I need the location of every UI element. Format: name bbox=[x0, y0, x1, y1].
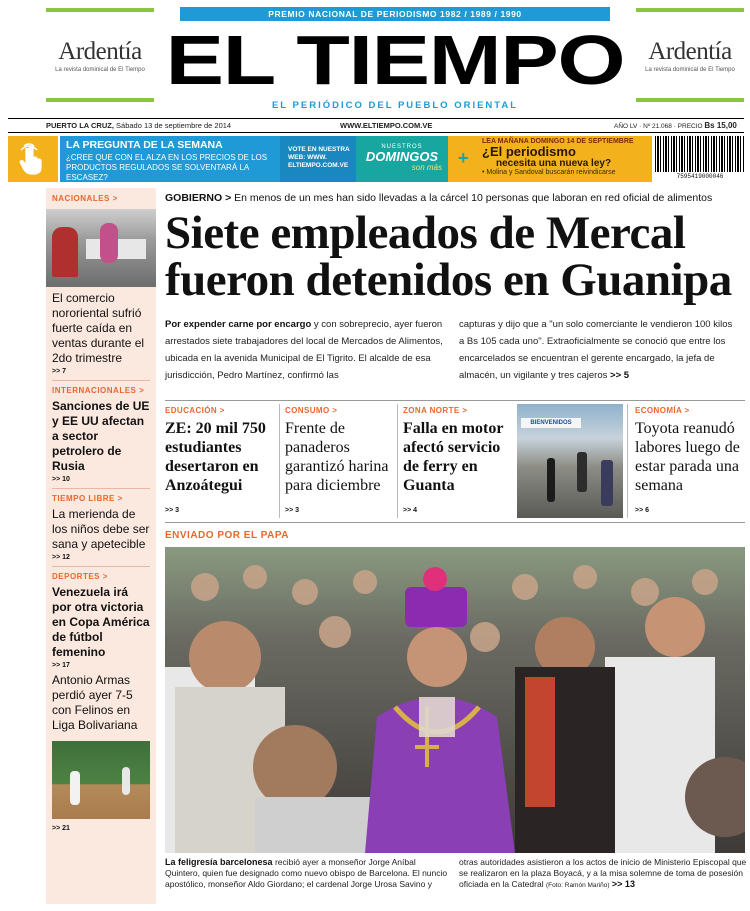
brief-ref: >> 3 bbox=[285, 507, 300, 514]
brief-kicker: EDUCACIÓN > bbox=[165, 406, 225, 415]
sunday-teaser-date: LEA MAÑANA DOMINGO 14 DE SEPTIEMBRE bbox=[482, 138, 634, 145]
briefs-row bbox=[165, 404, 745, 518]
brief-headline: Falla en motor afectó servicio de ferry en Guanta bbox=[403, 420, 504, 494]
sidebar-ref-nacionales[interactable]: >> 7 bbox=[52, 368, 67, 375]
ardentia-logo: Ardentía bbox=[648, 37, 732, 65]
brief-headline: Frente de panaderos garantizó harina para diciembre bbox=[285, 420, 389, 494]
dateline-bar bbox=[8, 118, 744, 133]
ardentia-ad-right[interactable] bbox=[636, 8, 744, 102]
brief-kicker: ZONA NORTE > bbox=[403, 406, 468, 415]
lead-ref[interactable]: >> 5 bbox=[610, 370, 630, 381]
sidebar-story-deportes[interactable]: Venezuela irá por otra victoria en Copa América de fútbol femenino bbox=[52, 585, 150, 659]
sidebar-story-nacionales[interactable]: El comercio nororiental sufrió fuerte caída en ventas durante el 2do trimestre bbox=[52, 291, 145, 365]
lead-text-right: capturas y dijo que a "un solo comerciante le vendieron 100 kilos a Bs 105 cada uno". Extraoficialmente se conoció que entre los encarcelados se encuentran el gerente encargado, la jefa de almacén, un vigilante y tres cajeros bbox=[459, 319, 733, 381]
sunday-teaser-note: • Molina y Sandoval buscarán reivindicarse bbox=[482, 169, 616, 176]
bishop-crowd-photo[interactable] bbox=[165, 547, 745, 853]
divider bbox=[165, 522, 745, 523]
award-banner: PREMIO NACIONAL DE PERIODISMO 1982 / 1989 / 1990 bbox=[180, 7, 610, 21]
sidebar-ref-internacionales[interactable]: >> 10 bbox=[52, 476, 70, 483]
sidebar-kicker-internacionales[interactable]: INTERNACIONALES > bbox=[52, 386, 145, 395]
vote-link[interactable]: VOTE EN NUESTRA WEB: WWW. ELTIEMPO.COM.VE bbox=[280, 136, 356, 182]
brief-educacion[interactable] bbox=[165, 404, 275, 518]
issue-info bbox=[614, 119, 737, 133]
sidebar-story-internacionales[interactable]: Sanciones de UE y EE UU afectan a sector petrolero de Rusia bbox=[52, 399, 150, 473]
lead-text-left: y con sobreprecio, ayer fueron arrestados siete trabajadores del local de Mercados de Alimentos, ubicada en la avenida Municipal de El Tigrito. El alcalde de esa jurisdicción, Pedro Martínez, confirmó las bbox=[165, 319, 443, 381]
dateline-date: Sábado 13 de septiembre de 2014 bbox=[116, 121, 232, 130]
caption-text-right: otras autoridades asistieron a los actos de inicio de Ministerio Episcopal que se realizaron en la plaza Boyacá, y a la misa solemne de toma de posesión oficiada en la Catedral bbox=[459, 857, 747, 889]
newspaper-logo: EL TIEMPO bbox=[165, 21, 625, 99]
caption-bold: La feligresía barcelonesa bbox=[165, 857, 273, 867]
market-photo bbox=[46, 209, 156, 287]
brief-headline: Toyota reanudó labores luego de estar parada una semana bbox=[635, 420, 740, 494]
lead-bold: Por expender carne por encargo bbox=[165, 319, 312, 330]
topic-kicker[interactable]: GOBIERNO > bbox=[165, 192, 232, 204]
topic-text: En menos de un mes han sido llevadas a la cárcel 10 personas que laboran en red oficial de alimentos bbox=[234, 192, 713, 204]
dateline-place-date bbox=[46, 119, 231, 132]
sunday-teaser-head: ¿El periodismo bbox=[482, 144, 576, 159]
bienvenidos-sign: BIENVENIDOS bbox=[521, 418, 581, 428]
slogan: EL PERIÓDICO DEL PUEBLO ORIENTAL bbox=[271, 100, 519, 111]
caption-text-left: recibió ayer a monseñor Jorge Aníbal Quintero, quien fue designado como nuevo obispo de Barcelona. El nuncio apostólico, monseñor Aldo Giordano; el cardenal Jorge Urosa Savino y bbox=[165, 857, 448, 889]
divider bbox=[397, 404, 398, 518]
hand-pointer-icon bbox=[8, 136, 58, 182]
sidebar-story-baseball[interactable]: Antonio Armas perdió ayer 7-5 con Felinos en Liga Bolivariana bbox=[52, 673, 138, 732]
sidebar-kicker-deportes[interactable]: DEPORTES > bbox=[52, 572, 108, 581]
sidebar-story-tiempo-libre[interactable]: La merienda de los niños debe ser sana y apetecible bbox=[52, 507, 150, 551]
ardentia-subtitle: La revista dominical de El Tiempo bbox=[645, 66, 735, 73]
promo-bar bbox=[8, 134, 652, 184]
lead-column-right bbox=[459, 316, 739, 384]
domingos-promo bbox=[356, 136, 448, 182]
domingos-pre: NUESTROS bbox=[381, 144, 423, 150]
sidebar-ref-baseball[interactable]: >> 21 bbox=[52, 825, 70, 832]
main-headline[interactable]: Siete empleados de Mercal fueron detenidos en Guanipa bbox=[165, 207, 732, 306]
caption-left bbox=[165, 857, 453, 890]
topic-line bbox=[165, 192, 745, 204]
brief-zona-norte[interactable] bbox=[403, 404, 513, 518]
caption-ref[interactable]: >> 13 bbox=[611, 879, 635, 889]
ferry-terminal-photo bbox=[517, 404, 623, 518]
brief-consumo[interactable] bbox=[285, 404, 393, 518]
baseball-photo bbox=[52, 741, 150, 819]
weekly-question[interactable] bbox=[60, 136, 280, 182]
brief-ref: >> 6 bbox=[635, 507, 650, 514]
brief-economia[interactable] bbox=[635, 404, 745, 518]
brief-kicker: CONSUMO > bbox=[285, 406, 338, 415]
ardentia-logo: Ardentía bbox=[58, 37, 142, 65]
sidebar-kicker-nacionales[interactable]: NACIONALES > bbox=[52, 194, 118, 203]
issue-number: AÑO LV · Nº 21.068 · PRECIO bbox=[614, 123, 703, 130]
sidebar-ref-tiempo-libre[interactable]: >> 12 bbox=[52, 554, 70, 561]
section-kicker[interactable]: ENVIADO POR EL PAPA bbox=[165, 530, 289, 541]
barcode-number: 7595419000046 bbox=[676, 173, 724, 180]
crowd-illustration bbox=[165, 547, 745, 853]
dateline-place: PUERTO LA CRUZ, bbox=[46, 121, 114, 130]
website-link[interactable]: WWW.ELTIEMPO.COM.VE bbox=[340, 121, 433, 130]
barcode-bars bbox=[655, 136, 745, 172]
ardentia-subtitle: La revista dominical de El Tiempo bbox=[55, 66, 145, 73]
brief-ref: >> 3 bbox=[165, 507, 180, 514]
divider bbox=[165, 400, 745, 401]
weekly-question-text: ¿CREE QUE CON EL ALZA EN LOS PRECIOS DE LOS PRODUCTOS REGULADOS SE SOLVENTARÁ LA ESCASEZ? bbox=[66, 153, 268, 182]
domingos-title: DOMINGOS bbox=[365, 149, 439, 164]
lead-column-left bbox=[165, 316, 445, 384]
sidebar-kicker-tiempo-libre[interactable]: TIEMPO LIBRE > bbox=[52, 494, 123, 503]
divider bbox=[627, 404, 628, 518]
domingos-post: son más bbox=[411, 163, 442, 172]
weekly-question-title: LA PREGUNTA DE LA SEMANA bbox=[66, 139, 223, 151]
sunday-teaser[interactable] bbox=[448, 136, 652, 182]
photo-credit: (Foto: Ramón Mariño) bbox=[545, 882, 610, 889]
brief-kicker: ECONOMÍA > bbox=[635, 406, 690, 415]
barcode bbox=[655, 136, 745, 182]
divider bbox=[52, 566, 150, 567]
sidebar bbox=[46, 188, 156, 904]
divider bbox=[279, 404, 280, 518]
sidebar-ref-deportes[interactable]: >> 17 bbox=[52, 662, 70, 669]
brief-headline: ZE: 20 mil 750 estudiantes desertaron en Anzoátegui bbox=[165, 420, 266, 494]
divider bbox=[52, 380, 150, 381]
caption-right bbox=[459, 857, 747, 891]
brief-ref: >> 4 bbox=[403, 507, 418, 514]
sunday-teaser-head2: necesita una nueva ley? bbox=[496, 158, 612, 169]
plus-icon: + bbox=[458, 148, 469, 168]
divider bbox=[52, 488, 150, 489]
price: Bs 15,00 bbox=[704, 121, 737, 130]
